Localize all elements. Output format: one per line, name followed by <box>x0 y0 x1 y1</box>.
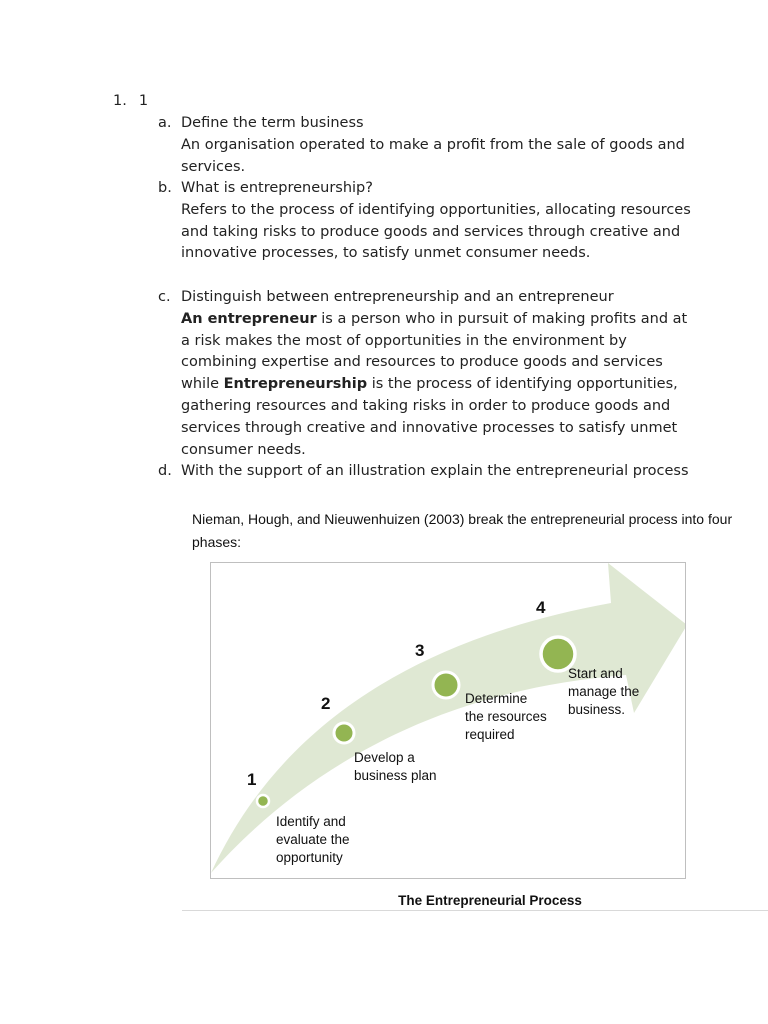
outline-number-label: 1. <box>113 93 127 109</box>
step-2-number: 2 <box>321 694 331 713</box>
term-entrepreneur: An entrepreneur <box>181 310 317 327</box>
step-2-dot <box>334 723 354 743</box>
step-3-dot <box>433 672 459 698</box>
answer-text-part-1: is a person who in pursuit of making profits and at a risk makes the most of opportunities in the environment by combining expertise and resources to produce goods and services while <box>181 310 688 393</box>
question-text: Distinguish between entrepreneurship and an entrepreneur <box>181 289 614 305</box>
answer-text-part-2: is the process of identifying opportunities, gathering resources and taking risks in order to produce goods and services through creative and innovative processes to satisfy unmet consumer needs. <box>181 376 678 458</box>
outline-number <box>113 91 148 113</box>
question-item-b <box>158 178 698 265</box>
item-letter: c. <box>158 289 171 305</box>
question-item-a <box>158 113 698 178</box>
step-1-label: Identify and evaluate the opportunity <box>276 814 350 865</box>
step-1-number: 1 <box>247 770 257 789</box>
step-2-label: Develop a business plan <box>354 750 437 783</box>
step-3-number: 3 <box>415 641 425 660</box>
item-letter: d. <box>158 463 172 479</box>
answer-text <box>181 309 698 462</box>
step-1-dot <box>257 795 269 807</box>
term-entrepreneurship: Entrepreneurship <box>223 376 368 393</box>
item-letter: b. <box>158 180 172 196</box>
question-text: What is entrepreneurship? <box>181 180 373 196</box>
item-letter: a. <box>158 115 172 131</box>
figure-intro-text: Nieman, Hough, and Nieuwenhuizen (2003) break the entrepreneurial process into four phases: <box>192 511 733 550</box>
answer-text: Refers to the process of identifying opportunities, allocating resources and taking risks to produce goods and services through creative and innovative processes, to satisfy unmet consumer needs. <box>181 201 691 262</box>
entrepreneurial-process-diagram <box>210 562 686 879</box>
question-text: With the support of an illustration explain the entrepreneurial process <box>181 463 689 479</box>
outline-number-value: 1 <box>138 93 149 109</box>
question-item-c <box>158 287 698 461</box>
figure-caption: The Entrepreneurial Process <box>398 893 582 908</box>
step-3-label: Determine the resources required <box>465 691 547 742</box>
step-4-number: 4 <box>536 598 546 617</box>
answer-text: An organisation operated to make a profit from the sale of goods and services. <box>181 136 685 175</box>
step-4-label: Start and manage the business. <box>568 666 640 717</box>
question-text: Define the term business <box>181 115 364 131</box>
question-item-d <box>158 461 698 483</box>
figure-divider <box>182 910 768 911</box>
